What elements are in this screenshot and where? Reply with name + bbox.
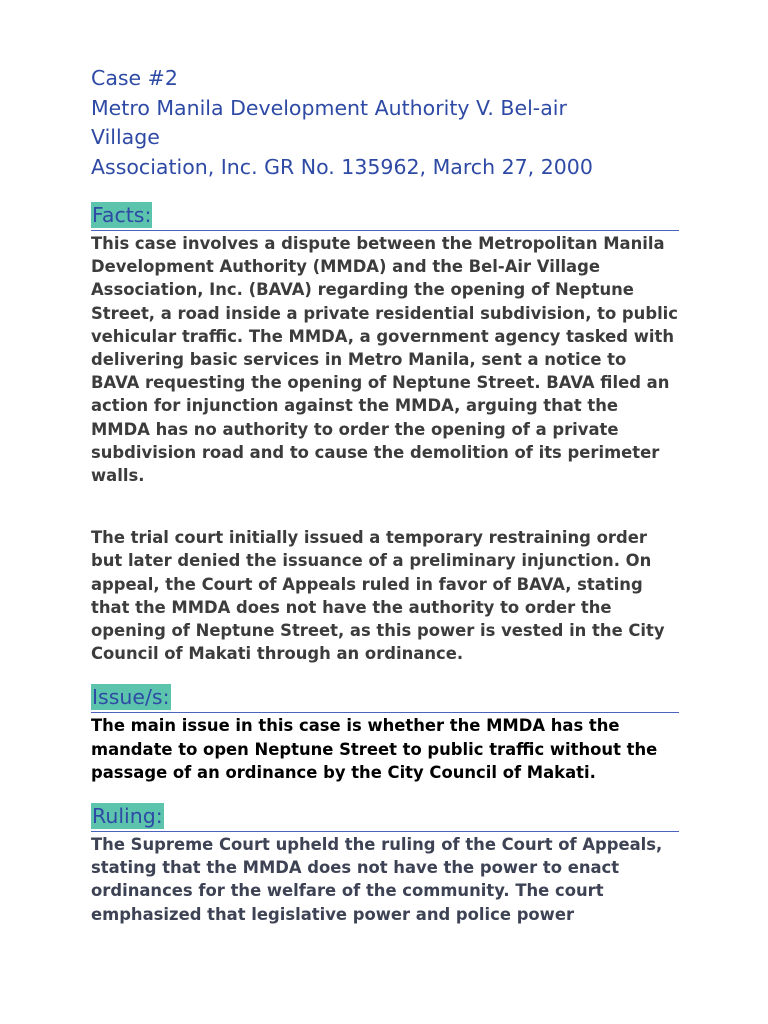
document-page [91,64,679,926]
case-number: Case #2 [91,66,178,90]
paragraph-gap [91,487,679,526]
case-title-line-2: Village [91,125,160,149]
facts-paragraph-1: This case involves a dispute between the Metropolitan Manila Development Authority (MMDA) and the Bel-Air Village Association, Inc. (BAVA) regarding the opening of Neptune Street, a road inside a private residential subdivision, to public vehicular traffic. The MMDA, a government agency tasked with delivering basic services in Metro Manila, sent a notice to BAVA requesting the opening of Neptune Street. BAVA filed an action for injunction against the MMDA, arguing that the MMDA has no authority to order the opening of a private subdivision road and to cause the demolition of its perimeter walls. [91,234,679,486]
case-title-block [91,64,679,182]
ruling-paragraph: The Supreme Court upheld the ruling of the Court of Appeals, stating that the MMDA does not have the power to enact ordinances for the welfare of the community. The court emphasized that legislative power and police power [91,835,663,924]
issues-paragraph: The main issue in this case is whether the MMDA has the mandate to open Neptune Street to public traffic without the passage of an ordinance by the City Council of Makati. [91,716,658,782]
issues-heading: Issue/s: [92,685,170,710]
case-title-line-1: Metro Manila Development Authority V. Bel-air [91,95,567,120]
issues-heading-row [91,680,679,713]
facts-paragraph-2: The trial court initially issued a temporary restraining order but later denied the issuance of a preliminary injunction. On appeal, the Court of Appeals ruled in favor of BAVA, stating that the MMDA does not have the authority to order the opening of Neptune Street, as this power is vested in the City Council of Makati through an ordinance. [91,528,665,664]
ruling-heading-row [91,799,679,832]
facts-heading: Facts: [92,203,152,227]
facts-heading-row [91,198,679,231]
ruling-heading: Ruling: [92,804,163,829]
case-citation: Association, Inc. GR No. 135962, March 27, 2000 [91,154,593,179]
